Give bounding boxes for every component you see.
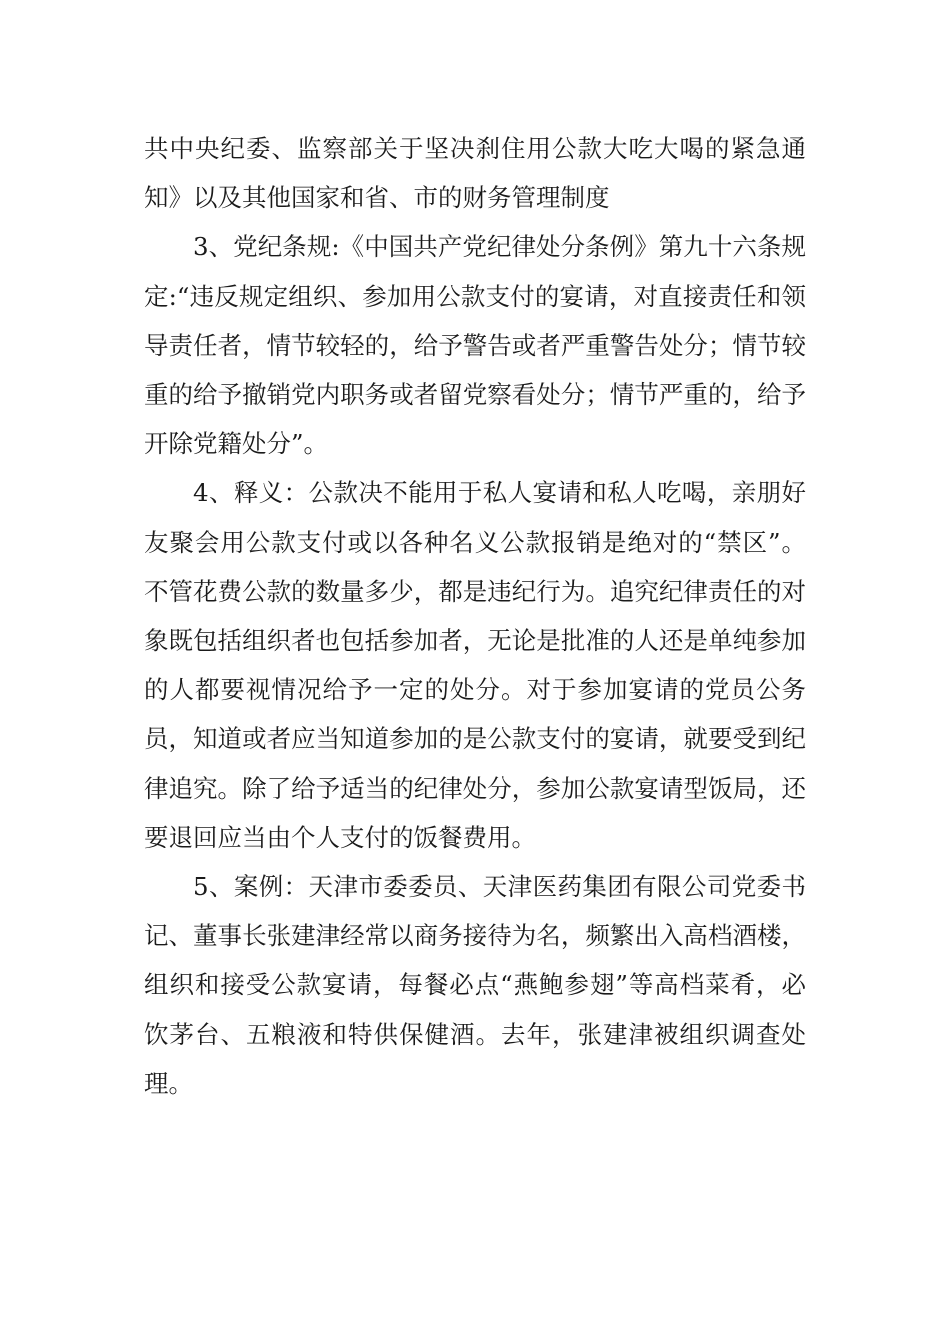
document-body	[144, 124, 806, 1108]
paragraph-continuation: 共中央纪委、监察部关于坚决刹住用公款大吃大喝的紧急通知》以及其他国家和省、市的财务管理制度	[144, 134, 806, 213]
paragraph-case: 5、案例：天津市委委员、天津医药集团有限公司党委书记、董事长张建津经常以商务接待为名，频繁出入高档酒楼，组织和接受公款宴请，每餐必点“燕鲍参翅”等高档菜肴，必饮茅台、五粮液和特供保健酒。去年，张建津被组织调查处理。	[144, 872, 806, 1098]
paragraph-party-rules: 3、党纪条规:《中国共产党纪律处分条例》第九十六条规定:“违反规定组织、参加用公款支付的宴请，对直接责任和领导责任者，情节较轻的，给予警告或者严重警告处分；情节较重的给予撤销党内职务或者留党察看处分；情节严重的，给予开除党籍处分”。	[144, 232, 806, 459]
paragraph-interpretation: 4、释义：公款决不能用于私人宴请和私人吃喝，亲朋好友聚会用公款支付或以各种名义公款报销是绝对的“禁区”。不管花费公款的数量多少，都是违纪行为。追究纪律责任的对象既包括组织者也包括参加者，无论是批准的人还是单纯参加的人都要视情况给予一定的处分。对于参加宴请的党员公务员，知道或者应当知道参加的是公款支付的宴请，就要受到纪律追究。除了给予适当的纪律处分，参加公款宴请型饭局，还要退回应当由个人支付的饭餐费用。	[144, 478, 806, 852]
